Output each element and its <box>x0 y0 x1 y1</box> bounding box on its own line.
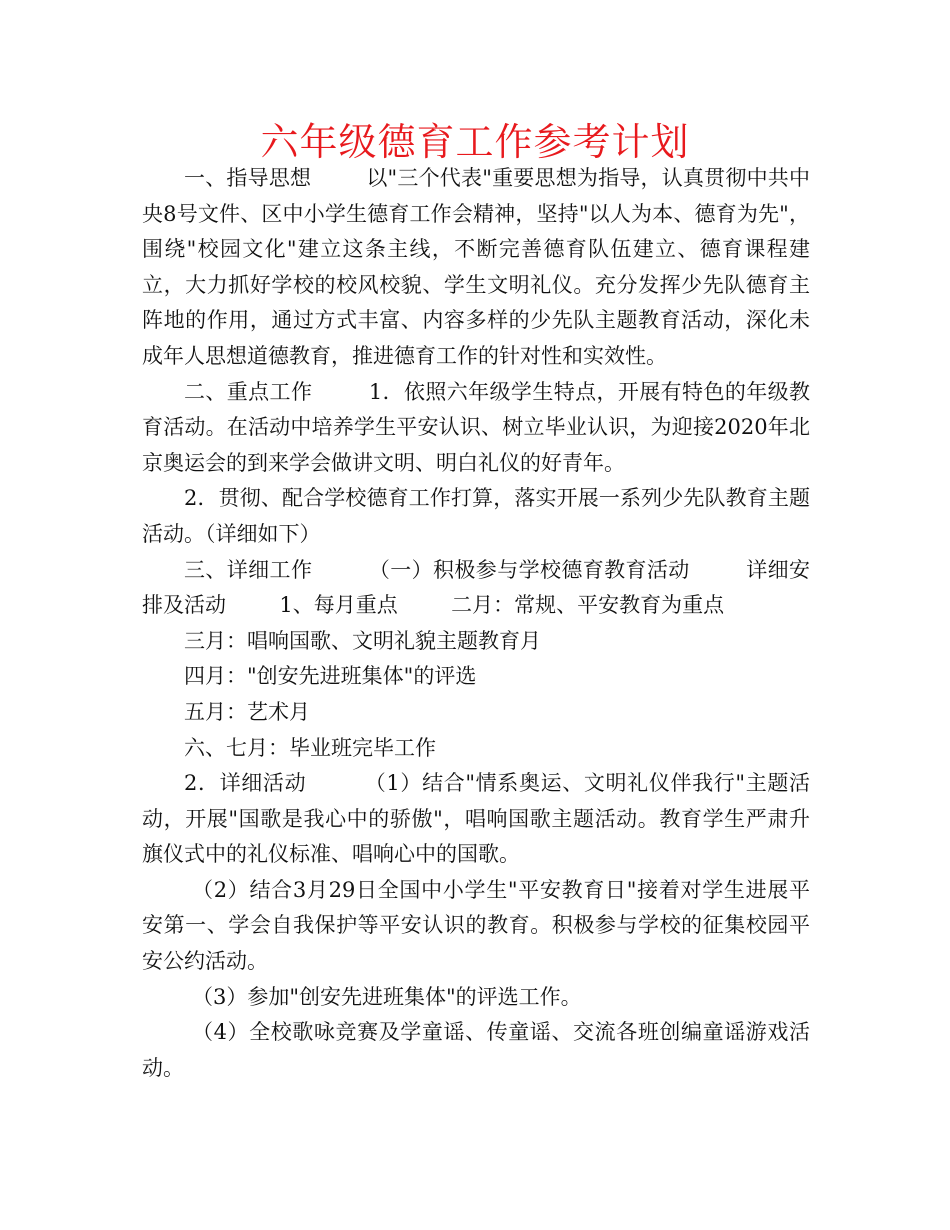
paragraph-guiding-thought: 一、指导思想 以"三个代表"重要思想为指导，认真贯彻中共中央8号文件、区中小学生德育工作会精神，坚持"以人为本、德育为先"，围绕"校园文化"建立这条主线，不断完善德育队伍建立、德育课程建立，大力抓好学校的校风校貌、学生文明礼仪。充分发挥少先队德育主阵地的作用，通过方式丰富、内容多样的少先队主题教育活动，深化未成年人思想道德教育，推进德育工作的针对性和实效性。 <box>142 166 810 368</box>
paragraph-detailed-work: 三、详细工作 （一）积极参与学校德育教育活动 详细安排及活动 1、每月重点 二月：常规、平安教育为重点 <box>142 557 810 618</box>
paragraph-may: 五月：艺术月 <box>184 699 310 724</box>
paragraph-activity-2: （2）结合3月29日全国中小学生"平安教育日"接着对学生进展平安第一、学会自我保护等平安认识的教育。积极参与学校的征集校园平安公约活动。 <box>142 877 810 974</box>
paragraph-key-work-2: 2．贯彻、配合学校德育工作打算，落实开展一系列少先队教育主题活动。（详细如下） <box>142 486 810 546</box>
paragraph-march: 三月：唱响国歌、文明礼貌主题教育月 <box>184 628 541 653</box>
paragraph-activity-4: （4）全校歌咏竞赛及学童谣、传童谣、交流各班创编童谣游戏活动。 <box>142 1020 810 1080</box>
document-body <box>142 161 810 1086</box>
paragraph-activity-3: （3）参加"创安先进班集体"的评选工作。 <box>192 984 582 1009</box>
paragraph-detailed-activities: 2．详细活动 （1）结合"情系奥运、文明礼仪伴我行"主题活动，开展"国歌是我心中的骄傲"，唱响国歌主题活动。教育学生严肃升旗仪式中的礼仪标准、唱响心中的国歌。 <box>142 771 810 867</box>
paragraph-april: 四月："创安先进班集体"的评选 <box>184 664 477 689</box>
paragraph-june-july: 六、七月：毕业班完毕工作 <box>184 735 436 760</box>
paragraph-key-work: 二、重点工作 1．依照六年级学生特点，开展有特色的年级教育活动。在活动中培养学生平安认识、树立毕业认识，为迎接2020年北京奥运会的到来学会做讲文明、明白礼仪的好青年。 <box>142 379 810 475</box>
document-title: 六年级德育工作参考计划 <box>260 120 690 164</box>
